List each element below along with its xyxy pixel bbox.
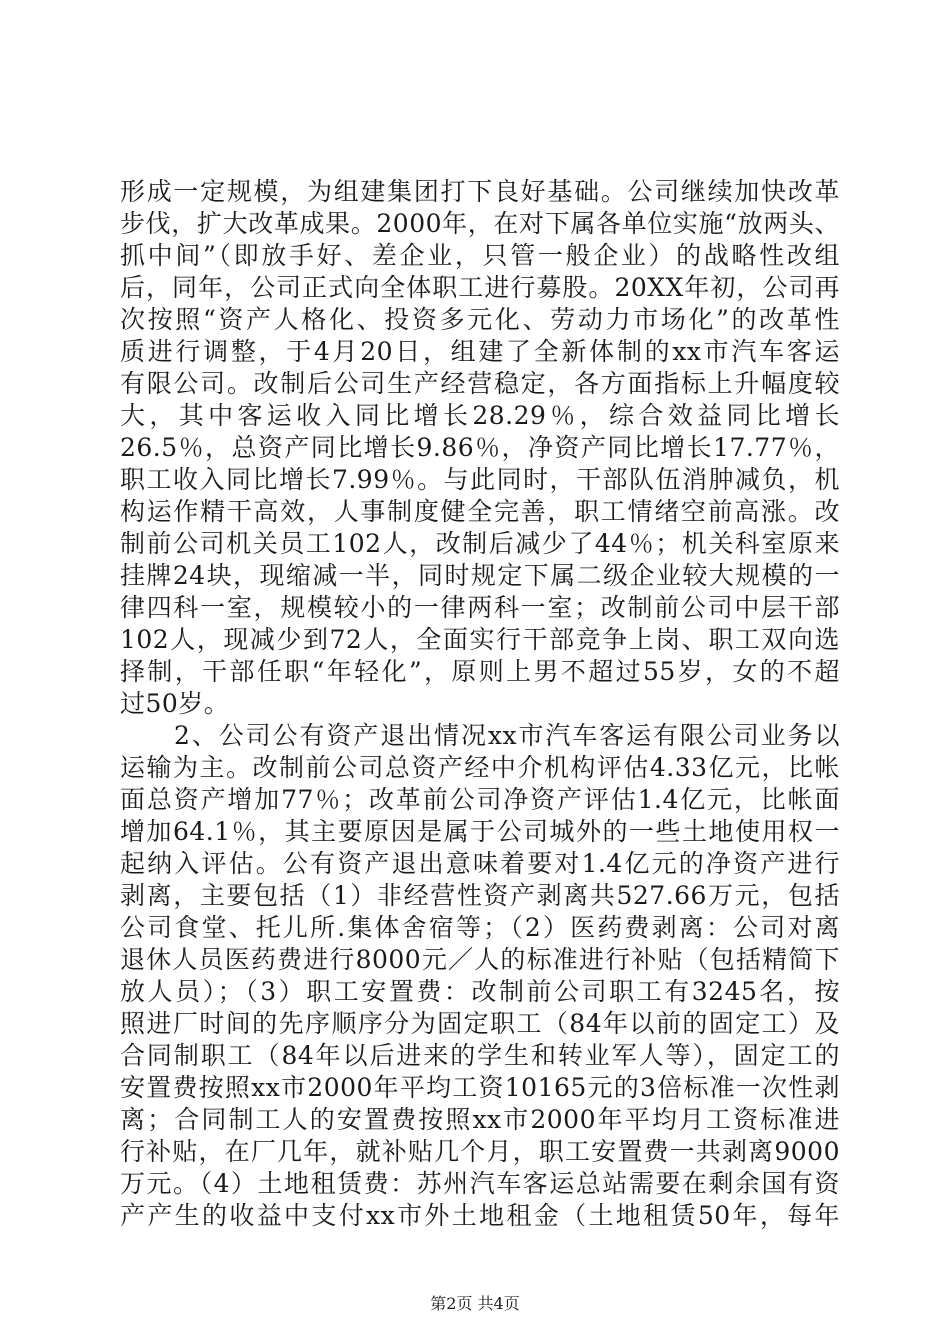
text-line: 安置费按照xx市2000年平均工资10165元的3倍标准一次性剥	[120, 1073, 840, 1102]
text-line: 形成一定规模，为组建集团打下良好基础。公司继续加快改革	[120, 177, 840, 206]
text-line: 万元。（4）土地租赁费：苏州汽车客运总站需要在剩余国有资	[120, 1169, 840, 1198]
text-line: 构运作精干高效，人事制度健全完善，职工情绪空前高涨。改	[120, 497, 840, 526]
text-line: 择制，干部任职“年轻化”，原则上男不超过55岁，女的不超	[120, 657, 840, 686]
text-line: 102人，现减少到72人，全面实行干部竞争上岗、职工双向选	[120, 625, 840, 654]
page-footer: 第2页 共4页	[430, 1294, 520, 1313]
text-line: 大，其中客运收入同比增长28.29％，综合效益同比增长	[120, 401, 840, 430]
text-line: 挂牌24块，现缩减一半，同时规定下属二级企业较大规模的一	[120, 561, 840, 590]
text-line: 产产生的收益中支付xx市外土地租金（土地租赁50年，每年	[120, 1201, 840, 1230]
paragraph-start-line: 2、公司公有资产退出情况xx市汽车客运有限公司业务以	[174, 721, 840, 750]
text-line: 步伐，扩大改革成果。2000年，在对下属各单位实施“放两头、	[120, 209, 840, 238]
text-line: 律四科一室，规模较小的一律两科一室；改制前公司中层干部	[120, 593, 840, 622]
text-line: 合同制职工（84年以后进来的学生和转业军人等），固定工的	[120, 1041, 840, 1070]
text-line: 照进厂时间的先序顺序分为固定职工（84年以前的固定工）及	[120, 1009, 840, 1038]
text-line: 剥离，主要包括（1）非经营性资产剥离共527.66万元，包括	[120, 881, 840, 910]
text-line: 离；合同制工人的安置费按照xx市2000年平均月工资标准进	[120, 1105, 840, 1134]
text-line: 后，同年，公司正式向全体职工进行募股。20XX年初，公司再	[120, 273, 840, 302]
text-line: 退休人员医药费进行8000元／人的标准进行补贴（包括精简下	[120, 945, 840, 974]
text-line: 面总资产增加77％；改革前公司净资产评估1.4亿元，比帐面	[120, 785, 840, 814]
text-line: 次按照“资产人格化、投资多元化、劳动力市场化”的改革性	[120, 305, 840, 334]
body-text	[120, 176, 840, 1232]
text-line: 增加64.1％，其主要原因是属于公司城外的一些土地使用权一	[120, 817, 840, 846]
text-line: 起纳入评估。公有资产退出意味着要对1.4亿元的净资产进行	[120, 849, 840, 878]
text-line: 职工收入同比增长7.99％。与此同时，干部队伍消肿减负，机	[120, 465, 840, 494]
text-line: 公司食堂、托儿所.集体舍宿等；（2）医药费剥离：公司对离	[120, 913, 840, 942]
text-line: 行补贴，在厂几年，就补贴几个月，职工安置费一共剥离9000	[120, 1137, 840, 1166]
text-line: 有限公司。改制后公司生产经营稳定，各方面指标上升幅度较	[120, 369, 840, 398]
text-line: 制前公司机关员工102人，改制后减少了44％；机关科室原来	[120, 529, 840, 558]
text-line: 运输为主。改制前公司总资产经中介机构评估4.33亿元，比帐	[120, 753, 840, 782]
text-line: 放人员）；（3）职工安置费：改制前公司职工有3245名，按	[120, 977, 840, 1006]
text-line: 抓中间”（即放手好、差企业，只管一般企业）的战略性改组	[120, 241, 840, 270]
text-line: 26.5％，总资产同比增长9.86％，净资产同比增长17.77％，	[120, 433, 840, 462]
text-line: 质进行调整，于4月20日，组建了全新体制的xx市汽车客运	[120, 337, 840, 366]
text-line: 过50岁。	[120, 689, 230, 718]
